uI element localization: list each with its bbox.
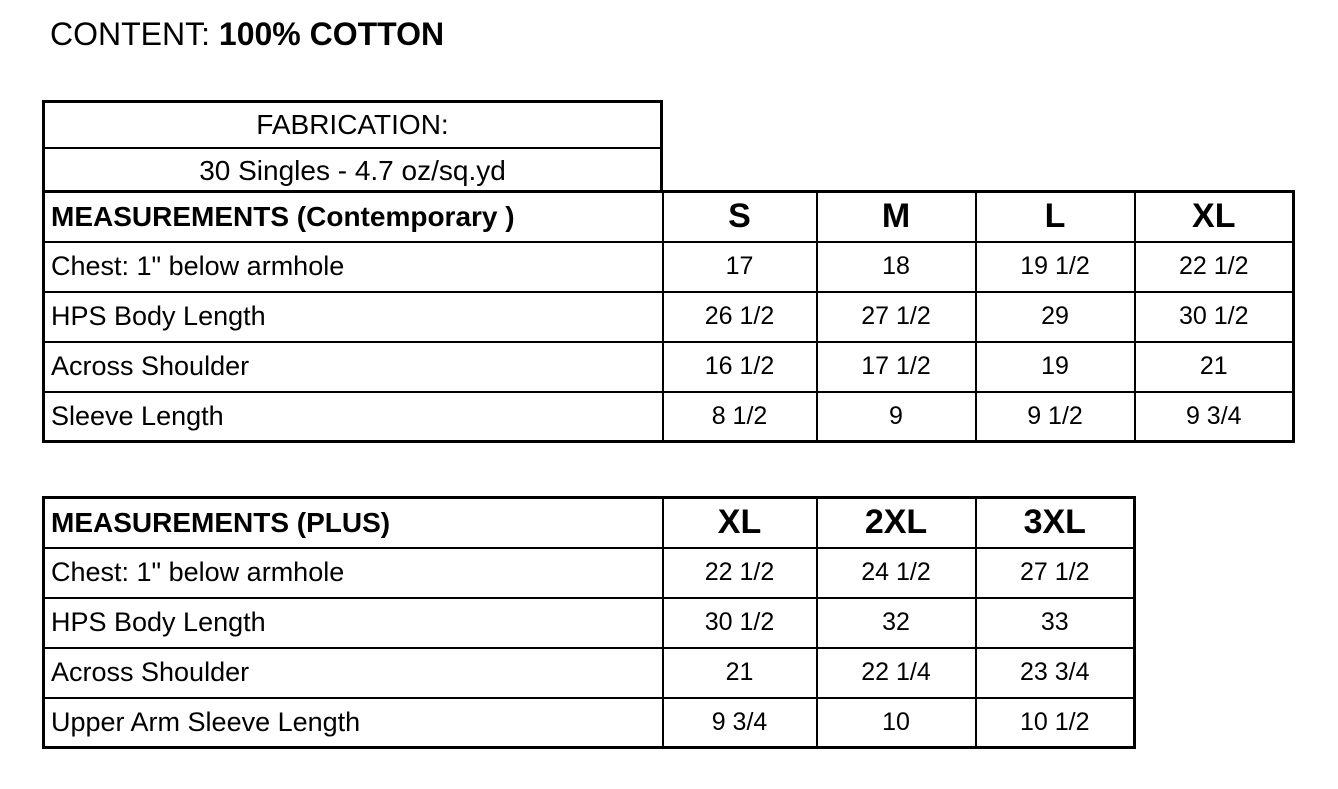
table-title: MEASUREMENTS (PLUS): [44, 498, 663, 548]
row-label: Chest: 1" below armhole: [44, 548, 663, 598]
measurement-cell: 22 1/4: [817, 648, 976, 698]
row-label: Chest: 1" below armhole: [44, 242, 663, 292]
measurement-cell: 33: [976, 598, 1135, 648]
table-row: [44, 598, 1135, 648]
table-row: [44, 242, 1294, 292]
table-row: [44, 648, 1135, 698]
row-label: Upper Arm Sleeve Length: [44, 698, 663, 748]
fabrication-box: [42, 100, 663, 193]
table-header-row: [44, 498, 1135, 548]
measurement-cell: 17 1/2: [817, 342, 976, 392]
measurement-cell: 16 1/2: [663, 342, 817, 392]
table-row: [44, 292, 1294, 342]
content-line: [50, 12, 444, 56]
size-header: 3XL: [976, 498, 1135, 548]
fabrication-value: 30 Singles - 4.7 oz/sq.yd: [45, 147, 660, 193]
measurement-cell: 19: [976, 342, 1135, 392]
size-header: S: [663, 192, 817, 242]
size-header: M: [817, 192, 976, 242]
measurement-cell: 8 1/2: [663, 392, 817, 442]
table-row: [44, 698, 1135, 748]
measurement-cell: 29: [976, 292, 1135, 342]
measurement-cell: 9 1/2: [976, 392, 1135, 442]
table-title: MEASUREMENTS (Contemporary ): [44, 192, 663, 242]
size-header: 2XL: [817, 498, 976, 548]
row-label: HPS Body Length: [44, 598, 663, 648]
table-row: [44, 342, 1294, 392]
contemporary-measurements-table: [42, 190, 1295, 443]
measurement-cell: 17: [663, 242, 817, 292]
table-header-row: [44, 192, 1294, 242]
measurement-cell: 10 1/2: [976, 698, 1135, 748]
measurement-cell: 22 1/2: [663, 548, 817, 598]
measurement-cell: 19 1/2: [976, 242, 1135, 292]
measurement-cell: 10: [817, 698, 976, 748]
measurement-cell: 26 1/2: [663, 292, 817, 342]
measurement-cell: 23 3/4: [976, 648, 1135, 698]
fabrication-label: FABRICATION:: [256, 109, 449, 140]
row-label: HPS Body Length: [44, 292, 663, 342]
measurement-cell: 21: [1135, 342, 1294, 392]
measurement-cell: 24 1/2: [817, 548, 976, 598]
measurement-cell: 32: [817, 598, 976, 648]
measurement-cell: 27 1/2: [817, 292, 976, 342]
row-label: Across Shoulder: [44, 342, 663, 392]
size-header: L: [976, 192, 1135, 242]
measurement-cell: 21: [663, 648, 817, 698]
measurement-cell: 9 3/4: [663, 698, 817, 748]
content-label: CONTENT:: [50, 16, 210, 52]
measurement-cell: 30 1/2: [663, 598, 817, 648]
row-label: Sleeve Length: [44, 392, 663, 442]
table-row: [44, 392, 1294, 442]
measurement-cell: 18: [817, 242, 976, 292]
size-header: XL: [1135, 192, 1294, 242]
measurement-cell: 27 1/2: [976, 548, 1135, 598]
plus-measurements-table: [42, 496, 1136, 749]
content-value: 100% COTTON: [218, 16, 445, 52]
size-header: XL: [663, 498, 817, 548]
measurement-cell: 30 1/2: [1135, 292, 1294, 342]
measurement-cell: 22 1/2: [1135, 242, 1294, 292]
row-label: Across Shoulder: [44, 648, 663, 698]
measurement-cell: 9 3/4: [1135, 392, 1294, 442]
table-row: [44, 548, 1135, 598]
measurement-cell: 9: [817, 392, 976, 442]
